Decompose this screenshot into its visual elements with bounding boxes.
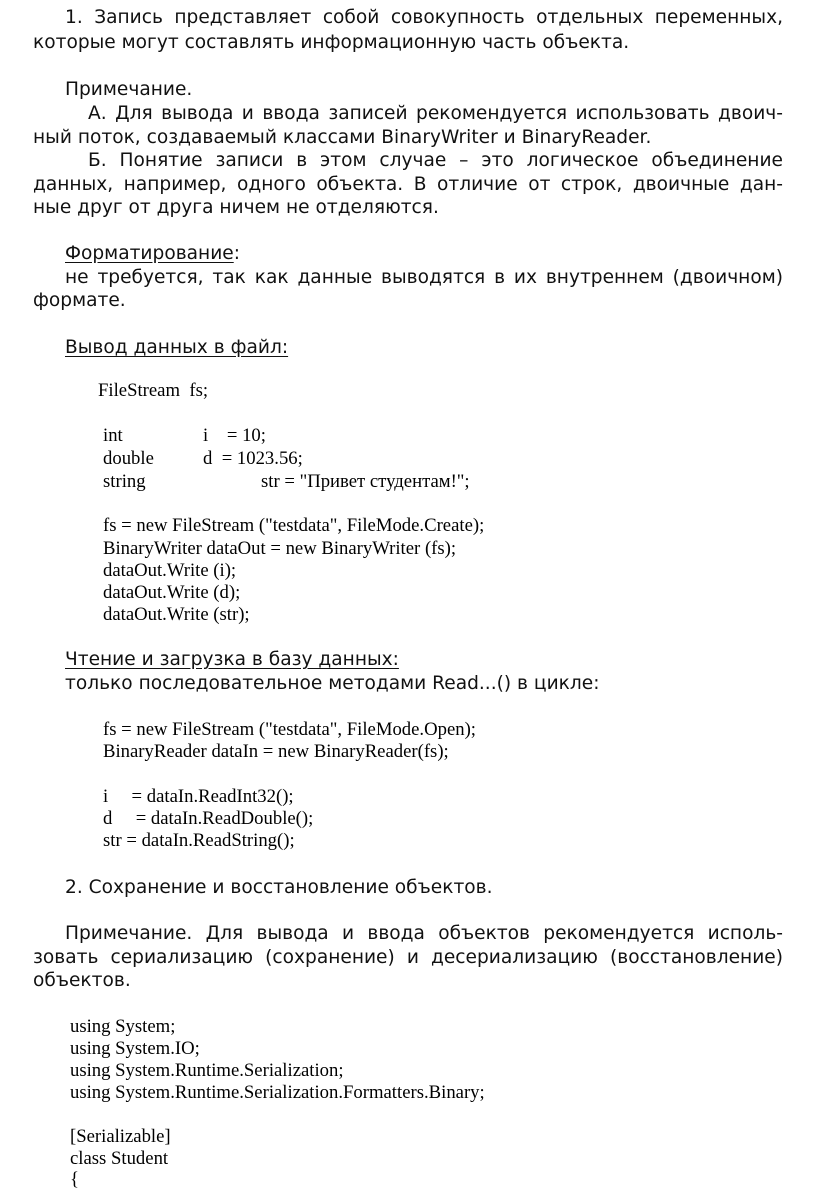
note1-label: Примечание. (65, 79, 193, 100)
formatting-line2: формате. (33, 290, 126, 311)
note2-line3: объектов. (33, 970, 131, 991)
code-read-line3: i = dataIn.ReadInt32(); (103, 786, 294, 807)
formatting-heading (65, 242, 240, 266)
code-read-line4: d = dataIn.ReadDouble(); (103, 808, 314, 829)
output-title: Вывод данных в файл: (65, 337, 289, 358)
formatting-title: Форматирование (65, 243, 234, 264)
note1-a-line1: А. Для вывода и ввода записей рекомендуется использовать двоич- (88, 103, 783, 124)
code-write-line3: dataOut.Write (i); (103, 560, 237, 581)
note1-b-line1: Б. Понятие записи в этом случае – это логическое объединение (88, 150, 783, 171)
note2-line1: Примечание. Для вывода и ввода объектов рекомендуется исполь- (65, 923, 783, 944)
code-using-formatters-binary: using System.Runtime.Serialization.Formatters.Binary; (70, 1082, 485, 1103)
code-int-type: int (103, 425, 123, 446)
code-int-assign: i = 10; (203, 425, 266, 446)
formatting-line1: не требуется, так как данные выводятся в их внутреннем (двоичном) (65, 267, 783, 288)
formatting-colon: : (233, 243, 240, 264)
code-using-serialization: using System.Runtime.Serialization; (70, 1060, 344, 1081)
reading-subtitle: только последовательное методами Read...() в цикле: (65, 673, 600, 694)
section2-heading: 2. Сохранение и восстановление объектов. (65, 877, 493, 898)
code-using-io: using System.IO; (70, 1038, 200, 1059)
section1-heading-line2: которые могут составлять информационную часть объекта. (33, 32, 630, 53)
code-write-line2: BinaryWriter dataOut = new BinaryWriter (fs); (103, 538, 457, 559)
code-string-type: string (103, 471, 146, 492)
reading-title: Чтение и загрузка в базу данных: (65, 649, 399, 670)
note1-b-line2: данных, например, одного объекта. В отличие от строк, двоичные дан- (33, 174, 783, 195)
code-serializable-attribute: [Serializable] (70, 1126, 171, 1147)
code-read-line1: fs = new FileStream ("testdata", FileMode.Open); (103, 719, 476, 740)
code-using-system: using System; (70, 1016, 176, 1037)
code-open-brace: { (70, 1169, 79, 1190)
code-read-line2: BinaryReader dataIn = new BinaryReader(fs); (103, 741, 449, 762)
section1-heading-line1: 1. Запись представляет собой совокупность отдельных переменных, (65, 7, 783, 28)
code-write-line5: dataOut.Write (str); (103, 604, 250, 625)
code-write-line4: dataOut.Write (d); (103, 582, 241, 603)
code-filestream-decl: FileStream fs; (98, 380, 209, 401)
code-read-line5: str = dataIn.ReadString(); (103, 830, 295, 851)
code-string-assign: str = "Привет студентам!"; (261, 471, 470, 492)
code-double-assign: d = 1023.56; (203, 448, 303, 469)
note1-a-line2: ный поток, создаваемый классами BinaryWriter и BinaryReader. (33, 127, 652, 148)
note1-b-line3: ные друг от друга ничем не отделяются. (33, 197, 439, 218)
code-class-student: class Student (70, 1148, 169, 1169)
note2-line2: зовать сериализацию (сохранение) и десериализацию (восстановление) (33, 947, 783, 968)
code-write-line1: fs = new FileStream ("testdata", FileMode.Create); (103, 515, 485, 536)
code-double-type: double (103, 448, 154, 469)
